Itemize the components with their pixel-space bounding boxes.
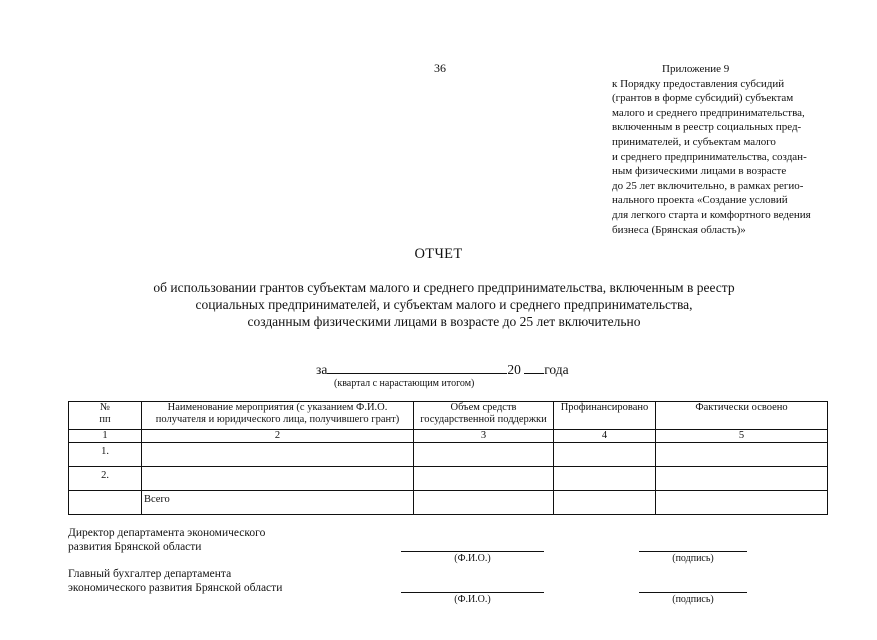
- accountant-name-caption: (Ф.И.О.): [454, 594, 491, 605]
- period-prefix: за: [316, 362, 328, 377]
- header-event-line: Наименование мероприятия (с указанием Ф.И.О.: [167, 402, 388, 413]
- position-line: Директор департамента экономического: [68, 527, 266, 539]
- column-number-row: [69, 430, 828, 443]
- position-line: развития Брянской области: [68, 541, 202, 553]
- period-hint: (квартал с нарастающим итогом): [334, 378, 475, 389]
- table-cell[interactable]: [554, 491, 656, 515]
- header-financed-line: Профинансировано: [560, 402, 649, 413]
- column-number: 5: [656, 430, 828, 443]
- period-quarter-field[interactable]: [327, 361, 507, 374]
- table-total-row: [69, 491, 828, 515]
- appendix-line: нального проекта «Создание условий: [612, 194, 788, 207]
- subtitle-line: об использовании грантов субъектам малого и среднего предпринимательства, включенным в реестр: [153, 280, 735, 295]
- table-row: [69, 443, 828, 467]
- appendix-line: и среднего предпринимательства, создан-: [612, 150, 807, 163]
- subtitle-line: созданным физическими лицами в возрасте до 25 лет включительно: [247, 314, 641, 329]
- position-line: Главный бухгалтер департамента: [68, 568, 232, 580]
- column-number: 4: [554, 430, 656, 443]
- director-name-field[interactable]: [401, 551, 544, 552]
- header-number-line: №: [99, 402, 111, 413]
- column-number: 2: [142, 430, 414, 443]
- header-financed: [554, 402, 656, 430]
- director-signature-field[interactable]: [639, 551, 747, 552]
- report-subtitle: [100, 279, 788, 330]
- header-actually-spent: [656, 402, 828, 430]
- row-number: 2.: [69, 467, 142, 491]
- header-number-line: пп: [99, 414, 111, 425]
- subtitle-line: социальных предпринимателей, и субъектам малого и среднего предпринимательства,: [195, 297, 693, 312]
- accountant-signature-field[interactable]: [639, 592, 747, 593]
- header-support-amount: [414, 402, 554, 430]
- header-event-line: получателя и юридического лица, получившего грант): [155, 414, 400, 425]
- director-signature-caption: (подпись): [672, 553, 714, 564]
- period-suffix: года: [544, 362, 569, 377]
- report-period: [316, 361, 569, 378]
- appendix-line: до 25 лет включительно, в рамках регио-: [612, 179, 804, 192]
- table-cell[interactable]: [554, 467, 656, 491]
- table-row: [69, 467, 828, 491]
- director-position: [68, 526, 265, 554]
- table-cell[interactable]: [656, 491, 828, 515]
- accountant-name-field[interactable]: [401, 592, 544, 593]
- row-number: 1.: [69, 443, 142, 467]
- appendix-block: [612, 62, 852, 237]
- appendix-line: (грантов в форме субсидий) субъектам: [612, 92, 794, 105]
- accountant-signature-caption: (подпись): [672, 594, 714, 605]
- appendix-title: Приложение 9: [662, 63, 730, 75]
- position-line: экономического развития Брянской области: [68, 582, 283, 594]
- table-cell[interactable]: [414, 491, 554, 515]
- table-cell[interactable]: [656, 467, 828, 491]
- appendix-line: малого и среднего предпринимательства,: [612, 106, 805, 119]
- column-number: 3: [414, 430, 554, 443]
- table-cell[interactable]: [656, 443, 828, 467]
- appendix-line: для легкого старта и комфортного ведения: [612, 208, 811, 221]
- table-cell: [69, 491, 142, 515]
- table-cell[interactable]: [414, 443, 554, 467]
- total-label: Всего: [142, 491, 414, 515]
- appendix-line: к Порядку предоставления субсидий: [612, 77, 785, 90]
- table-header-row: [69, 402, 828, 430]
- report-table: [68, 401, 828, 515]
- page-number: 36: [434, 61, 446, 75]
- table-cell[interactable]: [142, 467, 414, 491]
- header-event-name: [142, 402, 414, 430]
- table-cell[interactable]: [554, 443, 656, 467]
- header-support-line: государственной поддержки: [420, 414, 547, 425]
- report-title: ОТЧЕТ: [414, 246, 463, 262]
- director-name-caption: (Ф.И.О.): [454, 553, 491, 564]
- appendix-line: бизнеса (Брянская область)»: [612, 223, 746, 236]
- chief-accountant-position: [68, 567, 282, 595]
- appendix-line: включенным в реестр социальных пред-: [612, 121, 802, 134]
- header-number: [69, 402, 142, 430]
- column-number: 1: [69, 430, 142, 443]
- period-year-prefix: 20: [507, 362, 521, 377]
- table-cell[interactable]: [414, 467, 554, 491]
- appendix-line: ным физическими лицами в возрасте: [612, 165, 787, 178]
- appendix-line: принимателей, и субъектам малого: [612, 135, 776, 148]
- table-cell[interactable]: [142, 443, 414, 467]
- header-support-line: Объем средств: [450, 402, 517, 413]
- header-spent-line: Фактически освоено: [695, 402, 788, 413]
- period-year-field[interactable]: [524, 361, 544, 374]
